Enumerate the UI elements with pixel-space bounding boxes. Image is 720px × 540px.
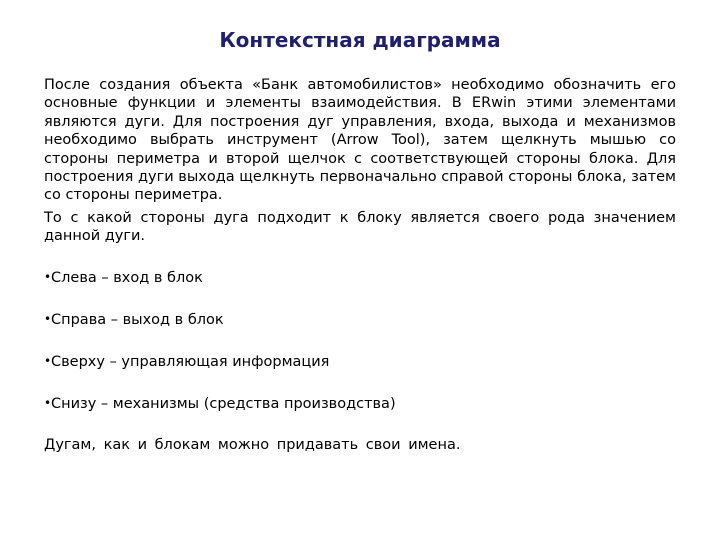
slide-body bbox=[44, 76, 676, 454]
bullet-text: Сверху – управляющая информация bbox=[51, 353, 330, 370]
bullet-dot-icon: • bbox=[44, 311, 52, 326]
bullet-text: Снизу – механизмы (средства производства) bbox=[51, 395, 396, 412]
bullet-dot-icon: • bbox=[44, 395, 52, 410]
slide-title: Контекстная диаграмма bbox=[219, 28, 501, 52]
body-paragraph-2: То с какой стороны дуга подходит к блоку является своего рода значением данной дуги. bbox=[44, 209, 676, 245]
bullet-dot-icon: • bbox=[44, 353, 52, 368]
bullet-item-right bbox=[44, 310, 676, 329]
bullet-dot-icon: • bbox=[44, 269, 52, 284]
closing-paragraph: Дугам, как и блокам можно придавать свои имена. bbox=[44, 436, 461, 453]
bullet-item-top bbox=[44, 352, 676, 371]
bullet-text: Справа – выход в блок bbox=[51, 311, 224, 328]
bullet-text: Слева – вход в блок bbox=[51, 269, 203, 286]
body-paragraph-1: После создания объекта «Банк автомобилистов» необходимо обозначить его основные функции и элементы взаимодействия. В ERwin этими элементами являются дуги. Для построения дуг управления, входа, выхода и механизмов необходимо выбрать инструмент (Arrow Tool), затем щелкнуть мышью со стороны периметра и второй щелчок с соответствующей стороны блока. Для построения дуги выхода щелкнуть первоначально справой стороны блока, затем со стороны периметра. bbox=[44, 77, 676, 204]
bullet-item-left bbox=[44, 268, 676, 287]
bullet-list bbox=[44, 268, 676, 413]
bullet-item-bottom bbox=[44, 394, 676, 413]
